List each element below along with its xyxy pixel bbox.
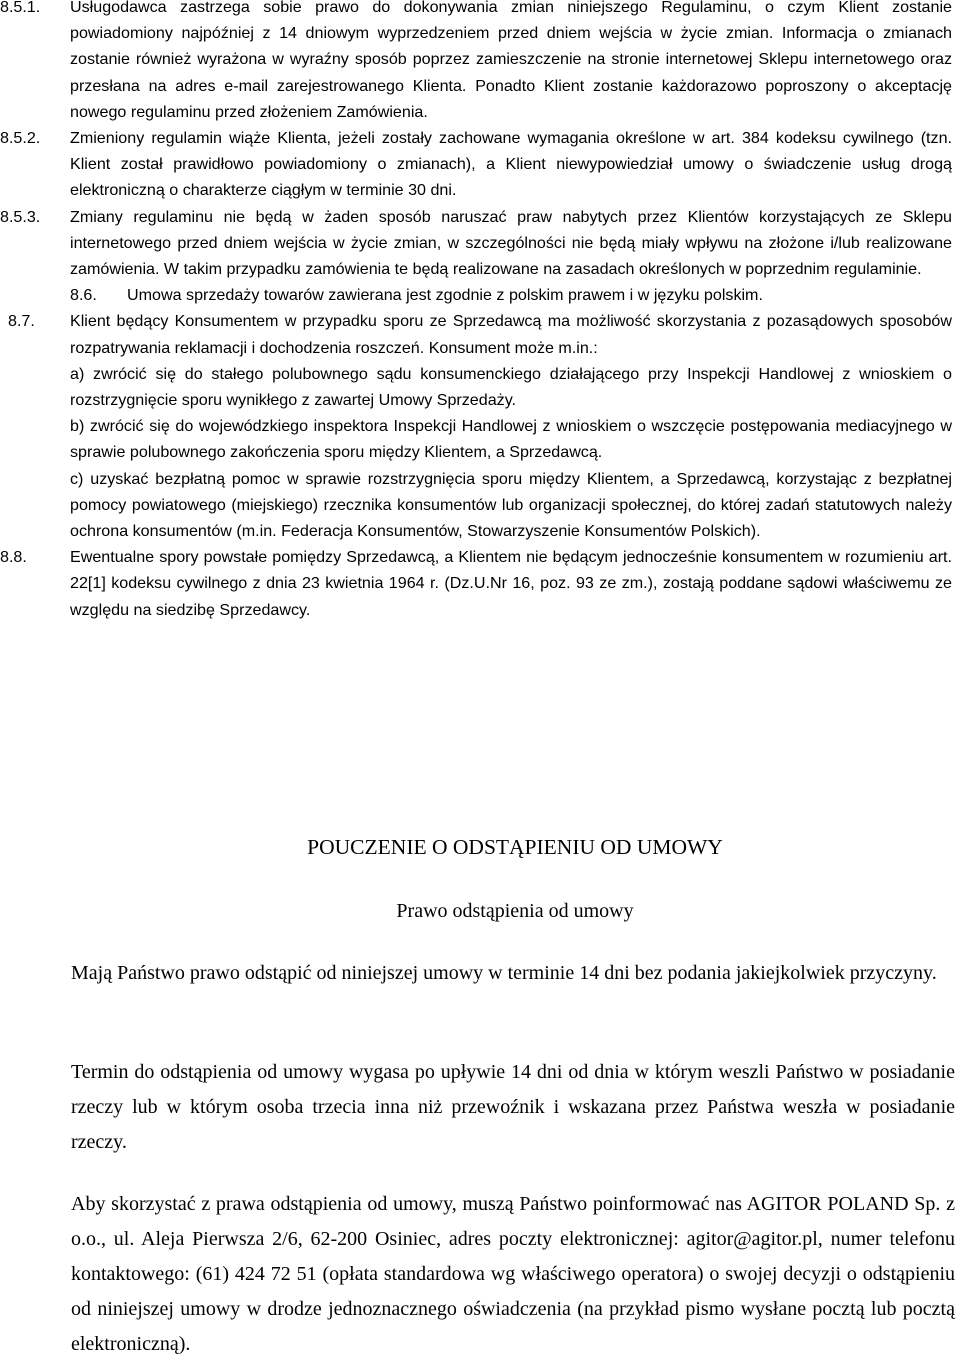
pouczenie-subtitle: Prawo odstąpienia od umowy [396, 900, 634, 922]
clause-number: 8.5.1. [0, 0, 41, 16]
clause-number: 8.6. [70, 286, 97, 305]
clause-text: Zmieniony regulamin wiąże Klienta, jeżeli zostały zachowane wymagania określone w art. 384 kodeksu cywilnego (tzn. Klient został prawidłowo powiadomiony o zmianach), a Klient niewypowiedział umowy o świadczenie usług drogą elektroniczną o charakterze ciągłym w terminie 30 dni. [70, 129, 952, 200]
clause-number: 8.5.2. [0, 129, 41, 148]
clause-text: Ewentualne spory powstałe pomiędzy Sprzedawcą, a Klientem nie będącym jednocześnie konsumentem w rozumieniu art. 22[1] kodeksu cywilnego z dnia 23 kwietnia 1964 r. (Dz.U.Nr 16, poz. 93 ze zm.), zostają poddane sądowi właściwemu ze względu na siedzibę Sprzedawcy. [70, 548, 952, 619]
clause-item-c: c) uzyskać bezpłatną pomoc w sprawie rozstrzygnięcia sporu między Klientem, a Sprzedawcą, korzystając z bezpłatnej pomocy powiatowego (miejskiego) rzecznika konsumentów lub organizacji społecznej, do której zadań statutowych należy ochrona konsumentów (m.in. Federacja Konsumentów, Stowarzyszenie Konsumentów Polskich). [70, 469, 952, 541]
pouczenie-paragraph-2: Termin do odstąpienia od umowy wygasa po upływie 14 dni od dnia w którym weszli Państwo w posiadanie rzeczy lub w którym osoba trzecia inna niż przewoźnik i wskazana przez Państwa weszła w posiadanie rzeczy. [71, 1061, 955, 1153]
clause-text: Usługodawca zastrzega sobie prawo do dokonywania zmian niniejszego Regulaminu, o czym Klient zostanie powiadomiony najpóźniej z 14 dniowym wyprzedzeniem przed dniem wejścia w życie zmian. Informacja o zmianach zostanie również wyrażona w wyraźny sposób poprzez zamieszczenie na stronie internetowej Sklepu internetowego oraz przesłana na adres e-mail zarejestrowanego Klienta. Ponadto Klient zostanie każdorazowo poproszony o akceptację nowego regulaminu przed złożeniem Zamówienia. [70, 0, 952, 121]
clause-item-a: a) zwrócić się do stałego polubownego sądu konsumenckiego działającego przy Inspekcji Handlowej z wnioskiem o rozstrzygnięcie sporu wynikłego z zawartej Umowy Sprzedaży. [70, 364, 952, 410]
regulamin-section [0, 0, 956, 623]
clause-text: Zmiany regulaminu nie będą w żaden sposób naruszać praw nabytych przez Klientów korzystających ze Sklepu internetowego przed dniem wejścia w życie zmian, w szczególności nie będą miały wpływu na złożone i/lub realizowane zamówienia. W takim przypadku zamówienia te będą realizowane na zasadach określonych w poprzednim regulaminie. [70, 207, 952, 279]
pouczenie-title: POUCZENIE O ODSTĄPIENIU OD UMOWY [307, 835, 723, 859]
pouczenie-paragraph-1: Mają Państwo prawo odstąpić od niniejszej umowy w terminie 14 dni bez podania jakiejkolwiek przyczyny. [71, 962, 937, 984]
clause-8-6 [70, 282, 952, 308]
clause-8-8 [0, 544, 956, 623]
clause-8-5-1 [0, 0, 956, 125]
clause-8-5-2 [0, 125, 956, 204]
clause-8-5-3 [0, 204, 956, 309]
clause-text: Umowa sprzedaży towarów zawierana jest zgodnie z polskim prawem i w języku polskim. [127, 286, 763, 305]
clause-number: 8.5.3. [0, 207, 41, 226]
clause-8-7 [0, 308, 956, 544]
pouczenie-paragraph-3: Aby skorzystać z prawa odstąpienia od umowy, muszą Państwo poinformować nas AGITOR POLAND Sp. z o.o., ul. Aleja Pierwsza 2/6, 62-200 Osiniec, adres poczty elektronicznej: agitor@agitor.pl, numer telefonu kontaktowego: (61) 424 72 51 (opłata standardowa wg właściwego operatora) o swojej decyzji o odstąpieniu od niniejszej umowy w drodze jednoznacznego oświadczenia (na przykład pismo wysłane pocztą lub pocztą elektroniczną). [71, 1193, 955, 1355]
clause-item-b: b) zwrócić się do wojewódzkiego inspektora Inspekcji Handlowej z wnioskiem o wszczęcie postępowania mediacyjnego w sprawie polubownego zakończenia sporu między Klientem, a Sprzedawcą. [70, 417, 952, 462]
clause-number: 8.8. [0, 548, 27, 567]
clause-number: 8.7. [8, 312, 35, 331]
clause-text: Klient będący Konsumentem w przypadku sporu ze Sprzedawcą ma możliwość skorzystania z pozasądowych sposobów rozpatrywania reklamacji i dochodzenia roszczeń. Konsument może m.in.: [70, 312, 952, 357]
